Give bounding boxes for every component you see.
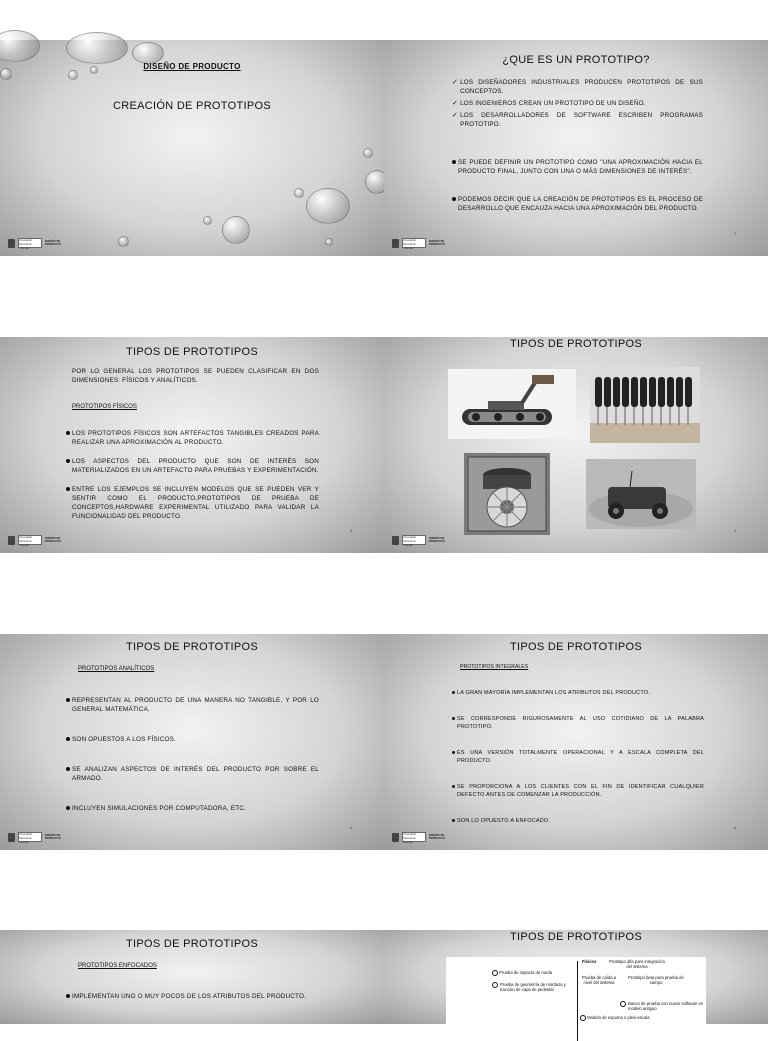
university-logo xyxy=(392,535,455,545)
diagram-item: Prototipo beta para prueba de campo xyxy=(628,975,684,985)
water-drop xyxy=(68,70,78,80)
bullet-icon xyxy=(66,806,70,810)
logo-university-name: Universidad Nacional de Tucumán xyxy=(402,535,426,545)
bullet-icon xyxy=(66,487,70,491)
course-title: DISEÑO DE PRODUCTO xyxy=(143,62,241,71)
water-drop xyxy=(66,32,128,64)
section-subtitle: PROTOTIPOS FÍSICOS xyxy=(72,404,137,410)
logo-course-name: DISEÑO DE PRODUCTO xyxy=(429,535,445,543)
fan-prototype-photo xyxy=(464,453,550,535)
list-item: LA GRAN MAYORÍA IMPLEMENTAN LOS ATRIBUTOS DEL PRODUCTO. xyxy=(452,689,704,697)
list-item: SON OPUESTOS A LOS FÍSICOS. xyxy=(66,735,319,744)
check-item: ✓ LOS INGENIEROS CREAN UN PROTOTIPO DE UN DISEÑO. xyxy=(452,100,646,107)
slide-3 xyxy=(0,337,384,553)
bullet-icon xyxy=(66,767,70,771)
diagram-item: Modelo de espuma o plexi-escala xyxy=(580,1015,700,1021)
slide-7 xyxy=(0,930,384,1024)
list-item: INCLUYEN SIMULACIONES POR COMPUTADORA, ETC. xyxy=(66,804,319,813)
slide-1 xyxy=(0,40,384,256)
page-number: 5 xyxy=(350,826,352,830)
water-drop xyxy=(306,188,350,224)
page-number: 3 xyxy=(350,529,352,533)
bullet-icon xyxy=(452,785,455,788)
bullet-icon xyxy=(452,717,455,720)
list-item: REPRESENTAN AL PRODUCTO DE UNA MANERA NO TANGIBLE, Y POR LO GENERAL MATEMÁTICA. xyxy=(66,696,319,714)
list-item: LOS PROTOTIPOS FÍSICOS SON ARTEFACTOS TANGIBLES CREADOS PARA REALIZAR UNA APROXIMACIÓN AL PRODUCTO. xyxy=(66,429,319,447)
logo-course-name: DISEÑO DE PRODUCTO xyxy=(45,535,61,543)
slide-8 xyxy=(384,930,768,1024)
bullet-icon xyxy=(452,819,455,822)
list-item: SE ANALIZAN ASPECTOS DE INTERÉS DEL PRODUCTO POR SOBRE EL ARMADO. xyxy=(66,765,319,783)
seal-icon xyxy=(392,239,399,248)
section-subtitle: PROTOTIPOS ENFOCADOS xyxy=(78,963,157,969)
water-drop xyxy=(132,42,164,64)
water-drop xyxy=(222,216,250,244)
check-list xyxy=(452,78,703,129)
page-number: 2 xyxy=(734,232,736,236)
list-item: ENTRE LOS EJEMPLOS SE INCLUYEN MODELOS QUE SE PUEDEN VER Y SENTIR COMO EL PRODUCTO,PROTOTIPOS DE PRUEBA DE CONCEPTOS,HARDWARE EXPERIMENTAL UTILIZADO PARA VALIDAR LA FUNCIONALIDAD DEL PRODUCTO. xyxy=(66,485,319,521)
slide-title: TIPOS DE PROTOTIPOS xyxy=(509,338,643,350)
logo-course-name: DISEÑO DE PRODUCTO xyxy=(429,238,445,246)
bullet-list xyxy=(452,689,704,825)
bullet-icon xyxy=(66,459,70,463)
logo-university-name: Universidad Nacional de Tucumán xyxy=(402,832,426,842)
check-icon: ✓ xyxy=(452,112,459,119)
seal-icon xyxy=(392,536,399,545)
logo-course-name: DISEÑO DE PRODUCTO xyxy=(45,832,61,840)
bullet-list xyxy=(66,429,319,521)
university-logo xyxy=(392,238,455,248)
slide-2 xyxy=(384,40,768,256)
water-drop xyxy=(118,236,129,247)
bullet-icon xyxy=(452,160,456,164)
prototype-diagram xyxy=(446,957,706,1037)
list-item: IMPLEMENTAN UNO O MUY POCOS DE LOS ATRIBUTOS DEL PRODUCTO. xyxy=(66,992,319,1001)
slide-title: CREACIÓN DE PROTOTIPOS xyxy=(113,100,271,112)
list-item: SE PUEDE DEFINIR UN PROTOTIPO COMO "UNA APROXIMACIÓN HACIA EL PRODUCTO FINAL, JUNTO CON UNA O MÁS DIMENSIONES DE INTERÉS". xyxy=(452,158,703,176)
robot-prototype-photo xyxy=(448,369,576,439)
check-icon: ✓ xyxy=(452,79,459,86)
check-item: ✓ LOS DISEÑADORES INDUSTRIALES PRODUCEN PROTOTIPOS DE SUS CONCEPTOS. xyxy=(452,79,703,95)
bullet-icon xyxy=(452,751,455,754)
water-drop xyxy=(0,30,40,62)
university-logo xyxy=(8,238,71,248)
bullet-list xyxy=(66,992,319,1001)
slide-title: TIPOS DE PROTOTIPOS xyxy=(125,641,259,653)
bullet-icon xyxy=(66,737,70,741)
logo-university-name: Universidad Nacional de Tucumán xyxy=(402,238,426,248)
list-item: ES UNA VERSIÓN TOTALMENTE OPERACIONAL Y A ESCALA COMPLETA DEL PRODUCTO. xyxy=(452,749,704,765)
diagram-item: Prototipo alfa para integración del sistema xyxy=(609,959,665,969)
water-drop xyxy=(294,188,304,198)
list-item: PODEMOS DECIR QUE LA CREACIÓN DE PROTOTIPOS ES EL PROCESO DE DESARROLLO QUE ENCAUZA HACIA UNA APROXIMACIÓN DEL PRODUCTO. xyxy=(452,195,703,213)
vehicle-prototype-photo xyxy=(586,459,696,529)
slide-title: TIPOS DE PROTOTIPOS xyxy=(125,346,259,358)
intro-text: POR LO GENERAL LOS PROTOTIPOS SE PUEDEN CLASIFICAR EN DOS DIMENSIONES: FÍSICOS Y ANALÍTICOS. xyxy=(72,368,319,384)
page-number: 4 xyxy=(734,529,736,533)
section-subtitle: PROTOTIPOS ANALÍTICOS xyxy=(78,666,155,672)
slide-4 xyxy=(384,337,768,553)
diagram-item: Prueba de impacto de rueda xyxy=(492,970,576,976)
slide-title: ¿QUE ES UN PROTOTIPO? xyxy=(502,54,650,66)
page-number: 6 xyxy=(734,826,736,830)
bullet-icon xyxy=(452,197,456,201)
logo-university-name: Universidad Nacional de Tucumán xyxy=(18,238,42,248)
slide-6 xyxy=(384,634,768,850)
water-drop xyxy=(325,238,333,246)
bullet-list xyxy=(66,696,319,813)
university-logo xyxy=(8,535,71,545)
bullet-icon xyxy=(66,431,70,435)
list-item: SE PROPORCIONA A LOS CLIENTES CON EL FIN DE IDENTIFICAR CUALQUIER DEFECTO ANTES DE COMENZAR LA PRODUCCIÓN. xyxy=(452,783,704,799)
diagram-item: Banco de prueba con nuevo software en modelo antiguo xyxy=(620,1001,704,1011)
bullet-icon xyxy=(66,698,70,702)
diagram-item: Prueba de caída a nivel del sistema xyxy=(581,975,617,985)
check-icon: ✓ xyxy=(452,100,459,107)
diagram-axis-label: Físicos xyxy=(582,959,597,964)
seal-icon xyxy=(392,833,399,842)
university-logo xyxy=(8,832,71,842)
logo-course-name: DISEÑO DE PRODUCTO xyxy=(45,238,61,246)
logo-university-name: Universidad Nacional de Tucumán xyxy=(18,832,42,842)
water-drop xyxy=(363,148,373,158)
slide-5 xyxy=(0,634,384,850)
bullet-icon xyxy=(66,994,70,998)
list-item: SON LO OPUESTO A ENFOCADO. xyxy=(452,817,704,825)
list-item: LOS ASPECTOS DEL PRODUCTO QUE SON DE INTERÉS SON MATERIALIZADOS EN UN ARTEFACTO PARA PRUEBAS Y EXPERIMENTACIÓN. xyxy=(66,457,319,475)
seal-icon xyxy=(8,239,15,248)
slide-title: TIPOS DE PROTOTIPOS xyxy=(509,641,643,653)
bullet-icon xyxy=(452,691,455,694)
check-item: ✓ LOS DESARROLLADORES DE SOFTWARE ESCRIBEN PROGRAMAS PROTOTIPO. xyxy=(452,112,703,128)
university-logo xyxy=(392,832,455,842)
water-drop xyxy=(203,216,212,225)
logo-university-name: Universidad Nacional de Tucumán xyxy=(18,535,42,545)
seal-icon xyxy=(8,833,15,842)
slide-title: TIPOS DE PROTOTIPOS xyxy=(125,938,259,950)
slide-title: TIPOS DE PROTOTIPOS xyxy=(509,931,643,943)
logo-course-name: DISEÑO DE PRODUCTO xyxy=(429,832,445,840)
diagram-item: Prueba de geometría de mordaza y tracción de capa de pedestal xyxy=(492,982,576,992)
screwdriver-handles-photo xyxy=(590,367,700,443)
list-item: SE CORRESPONDE RIGUROSAMENTE AL USO COTIDIANO DE LA PALABRA PROTOTIPO. xyxy=(452,715,704,731)
bullet-list xyxy=(452,158,703,213)
section-subtitle: PROTOTIPOS INTEGRALES xyxy=(460,664,529,670)
diagram-axis xyxy=(577,961,578,1041)
seal-icon xyxy=(8,536,15,545)
